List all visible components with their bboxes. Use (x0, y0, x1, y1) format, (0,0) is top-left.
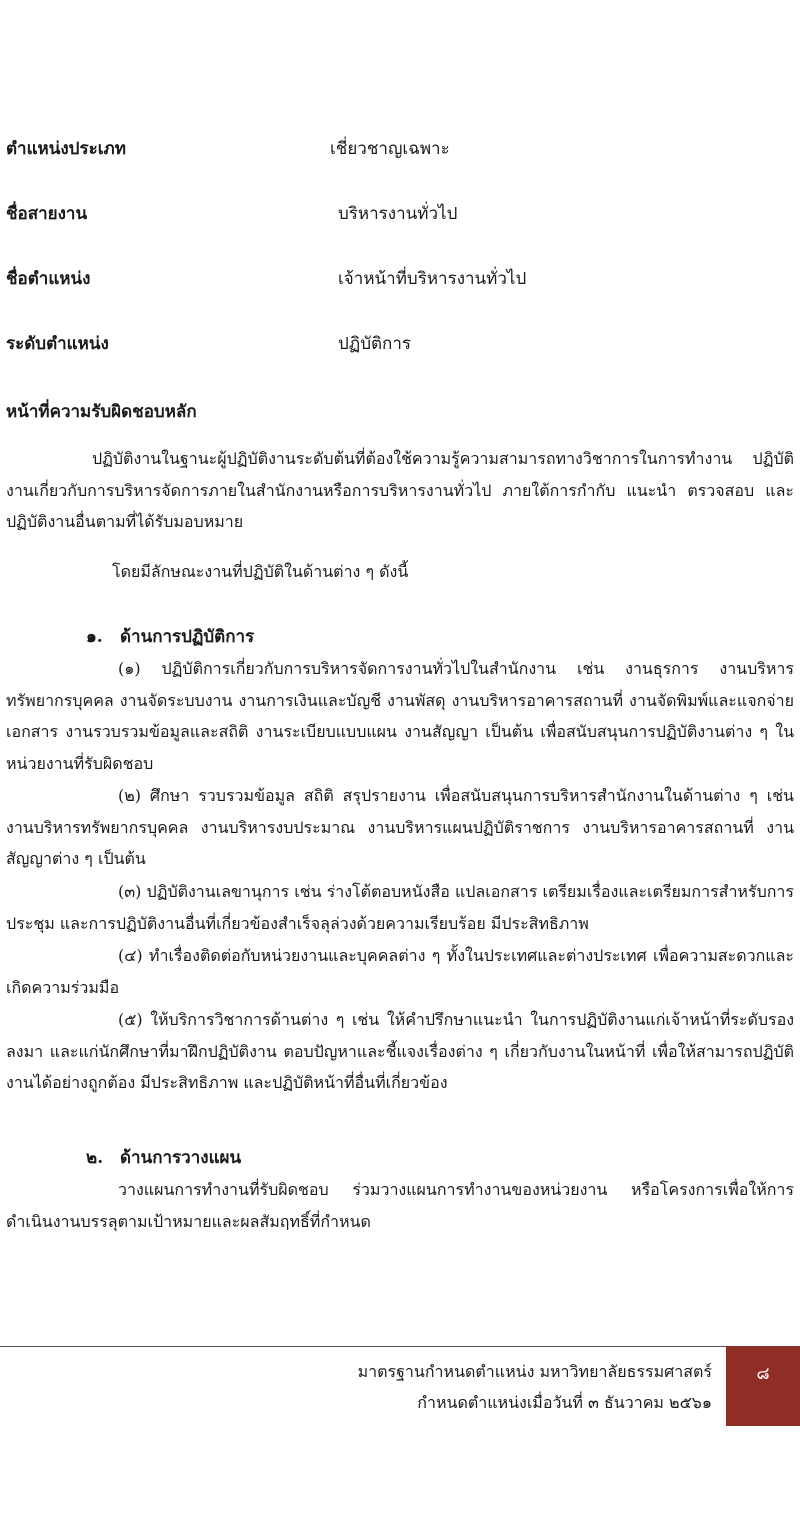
section-1-item-2: (๒) ศึกษา รวบรวมข้อมูล สถิติ สรุปรายงาน เพื่อสนับสนุนการบริหารสำนักงานในด้านต่าง ๆ เช่น งานบริหารทรัพยากรบุคคล งานบริหารงบประมาณ งานบริหารแผนปฏิบัติราชการ งานบริหารอาคารสถานที่ งานสัญญาต่าง ๆ เป็นต้น (6, 786, 794, 869)
section-1-item-5: (๕) ให้บริการวิชาการด้านต่าง ๆ เช่น ให้คำปรึกษาแนะนำ ในการปฏิบัติงานแก่เจ้าหน้าที่ระดับรองลงมา และแก่นักศึกษาที่มาฝึกปฏิบัติงาน ตอบปัญหาและชี้แจงเรื่องต่าง ๆ เกี่ยวกับงานในหน้าที่ เพื่อให้สามารถปฏิบัติงานได้อย่างถูกต้อง มีประสิทธิภาพ และปฏิบัติหน้าที่อื่นที่เกี่ยวข้อง (6, 1010, 794, 1093)
field-label-position-type: ตำแหน่งประเภท (6, 139, 126, 159)
section-1-item-1: (๑) ปฏิบัติการเกี่ยวกับการบริหารจัดการงานทั่วไปในสำนักงาน เช่น งานธุรการ งานบริหารทรัพยากรบุคคล งานจัดระบบงาน งานการเงินและบัญชี งานพัสดุ งานบริหารอาคารสถานที่ งานจัดพิมพ์และแจกจ่ายเอกสาร งานรวบรวมข้อมูลและสถิติ งานระเบียบแบบแผน งานสัญญา เป็นต้น เพื่อสนับสนุนการปฏิบัติงานต่าง ๆ ในหน่วยงานที่รับผิดชอบ (6, 659, 794, 773)
field-label-position-level: ระดับตำแหน่ง (6, 334, 109, 354)
footer-divider (0, 1346, 726, 1347)
footer-date: กำหนดตำแหน่งเมื่อวันที่ ๓ ธันวาคม ๒๕๖๑ (417, 1393, 712, 1412)
duties-heading: หน้าที่ความรับผิดชอบหลัก (6, 402, 197, 422)
field-label-position-name: ชื่อตำแหน่ง (6, 269, 91, 289)
duties-intro: ปฏิบัติงานในฐานะผู้ปฏิบัติงานระดับต้นที่ต้องใช้ความรู้ความสามารถทางวิชาการในการทำงาน ปฏิบัติงานเกี่ยวกับการบริหารจัดการภายในสำนักงานหรือการบริหารงานทั่วไป ภายใต้การกำกับ แนะนำ ตรวจสอบ และปฏิบัติงานอื่นตามที่ได้รับมอบหมาย (6, 449, 794, 532)
duties-lead: โดยมีลักษณะงานที่ปฏิบัติในด้านต่าง ๆ ดังนี้ (112, 562, 409, 581)
field-value-position-name: เจ้าหน้าที่บริหารงานทั่วไป (338, 269, 527, 289)
field-value-line-of-work: บริหารงานทั่วไป (338, 204, 458, 224)
field-label-line-of-work: ชื่อสายงาน (6, 204, 88, 224)
section-2-number: ๒. (86, 1148, 104, 1168)
footer-standard-title: มาตรฐานกำหนดตำแหน่ง มหาวิทยาลัยธรรมศาสตร์ (357, 1362, 712, 1381)
section-1-item-3: (๓) ปฏิบัติงานเลขานุการ เช่น ร่างโต้ตอบหนังสือ แปลเอกสาร เตรียมเรื่องและเตรียมการสำหรับการประชุม และการปฏิบัติงานอื่นที่เกี่ยวข้องสำเร็จลุล่วงด้วยความเรียบร้อย มีประสิทธิภาพ (6, 882, 794, 933)
section-1-title: ด้านการปฏิบัติการ (120, 627, 255, 647)
field-value-position-type: เชี่ยวชาญเฉพาะ (330, 139, 450, 159)
field-value-position-level: ปฏิบัติการ (338, 334, 412, 354)
section-1-item-4: (๔) ทำเรื่องติดต่อกับหน่วยงานและบุคคลต่าง ๆ ทั้งในประเทศและต่างประเทศ เพื่อความสะดวกและเกิดความร่วมมือ (6, 946, 794, 997)
page-number-badge (726, 1346, 800, 1426)
section-1-number: ๑. (86, 627, 103, 647)
section-2-title: ด้านการวางแผน (120, 1148, 242, 1168)
page-number: ๘ (756, 1364, 770, 1384)
section-2-item-1: วางแผนการทำงานที่รับผิดชอบ ร่วมวางแผนการทำงานของหน่วยงาน หรือโครงการเพื่อให้การดำเนินงานบรรลุตามเป้าหมายและผลสัมฤทธิ์ที่กำหนด (6, 1180, 794, 1231)
